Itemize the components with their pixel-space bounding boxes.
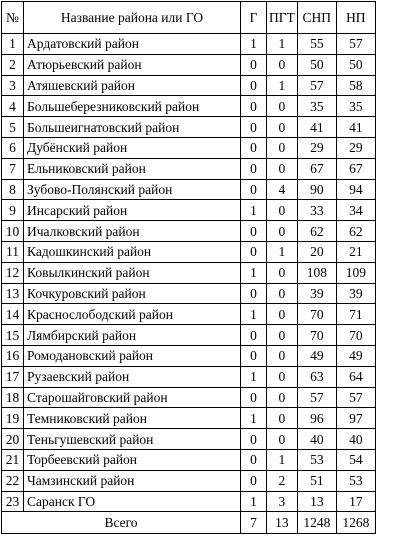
urban-settlements-count: 0 — [267, 283, 298, 304]
urban-settlements-count: 1 — [267, 75, 298, 96]
cities-count: 0 — [241, 221, 267, 242]
header-row — [2, 2, 376, 34]
row-number: 7 — [2, 158, 24, 179]
table-row — [2, 429, 376, 450]
row-number: 15 — [2, 325, 24, 346]
rural-settlements-count: 55 — [297, 34, 336, 55]
district-name: Атяшевский район — [24, 75, 241, 96]
table-row — [2, 241, 376, 262]
row-number: 20 — [2, 429, 24, 450]
cities-count: 0 — [241, 117, 267, 138]
settlements-total-count: 54 — [336, 449, 375, 470]
table-row — [2, 221, 376, 242]
cities-count: 0 — [241, 387, 267, 408]
table-row — [2, 325, 376, 346]
district-name: Ельниковский район — [24, 158, 241, 179]
district-name: Ичалковский район — [24, 221, 241, 242]
district-name: Старошайговский район — [24, 387, 241, 408]
rural-settlements-count: 33 — [297, 200, 336, 221]
rural-settlements-count: 70 — [297, 325, 336, 346]
table-row — [2, 449, 376, 470]
urban-settlements-count: 0 — [267, 137, 298, 158]
urban-settlements-count: 0 — [267, 54, 298, 75]
district-name: Большеберезниковский район — [24, 96, 241, 117]
row-number: 2 — [2, 54, 24, 75]
urban-settlements-count: 1 — [267, 241, 298, 262]
table-row — [2, 158, 376, 179]
cities-count: 0 — [241, 54, 267, 75]
urban-settlements-count: 1 — [267, 449, 298, 470]
district-name: Кадошкинский район — [24, 241, 241, 262]
row-number: 17 — [2, 366, 24, 387]
urban-settlements-count: 0 — [267, 387, 298, 408]
header-cities: Г — [241, 2, 267, 34]
table-row — [2, 283, 376, 304]
district-name: Чамзинский район — [24, 470, 241, 491]
district-name: Рузаевский район — [24, 366, 241, 387]
rural-settlements-count: 62 — [297, 221, 336, 242]
row-number: 18 — [2, 387, 24, 408]
cities-count: 1 — [241, 262, 267, 283]
rural-settlements-count: 35 — [297, 96, 336, 117]
rural-settlements-count: 57 — [297, 75, 336, 96]
urban-settlements-count: 0 — [267, 325, 298, 346]
row-number: 8 — [2, 179, 24, 200]
total-row — [2, 512, 376, 534]
cities-count: 0 — [241, 470, 267, 491]
table-row — [2, 137, 376, 158]
cities-count: 0 — [241, 429, 267, 450]
rural-settlements-count: 40 — [297, 429, 336, 450]
cities-count: 0 — [241, 137, 267, 158]
settlements-total-count: 49 — [336, 345, 375, 366]
row-number: 6 — [2, 137, 24, 158]
rural-settlements-count: 39 — [297, 283, 336, 304]
row-number: 19 — [2, 408, 24, 429]
urban-settlements-count: 0 — [267, 221, 298, 242]
settlements-total-count: 57 — [336, 34, 375, 55]
settlements-total-count: 70 — [336, 325, 375, 346]
urban-settlements-count: 3 — [267, 491, 298, 512]
table-row — [2, 262, 376, 283]
urban-settlements-count: 0 — [267, 304, 298, 325]
urban-settlements-count: 0 — [267, 117, 298, 138]
urban-settlements-count: 0 — [267, 429, 298, 450]
cities-count: 1 — [241, 366, 267, 387]
rural-settlements-count: 57 — [297, 387, 336, 408]
cities-count: 0 — [241, 283, 267, 304]
table-row — [2, 345, 376, 366]
settlements-total-count: 64 — [336, 366, 375, 387]
table-row — [2, 366, 376, 387]
rural-settlements-count: 51 — [297, 470, 336, 491]
rural-settlements-count: 50 — [297, 54, 336, 75]
district-name: Торбеевский район — [24, 449, 241, 470]
settlements-total-count: 67 — [336, 158, 375, 179]
cities-count: 0 — [241, 449, 267, 470]
rural-settlements-count: 49 — [297, 345, 336, 366]
row-number: 5 — [2, 117, 24, 138]
districts-table-container — [1, 1, 376, 534]
table-row — [2, 491, 376, 512]
cities-count: 1 — [241, 34, 267, 55]
rural-settlements-count: 53 — [297, 449, 336, 470]
urban-settlements-count: 0 — [267, 200, 298, 221]
cities-count: 0 — [241, 325, 267, 346]
urban-settlements-count: 0 — [267, 262, 298, 283]
district-name: Инсарский район — [24, 200, 241, 221]
district-name: Ковылкинский район — [24, 262, 241, 283]
urban-settlements-count: 0 — [267, 96, 298, 117]
cities-count: 0 — [241, 75, 267, 96]
cities-count: 0 — [241, 158, 267, 179]
settlements-total-count: 21 — [336, 241, 375, 262]
table-row — [2, 34, 376, 55]
table-row — [2, 408, 376, 429]
row-number: 11 — [2, 241, 24, 262]
row-number: 22 — [2, 470, 24, 491]
rural-settlements-count: 20 — [297, 241, 336, 262]
row-number: 13 — [2, 283, 24, 304]
table-row — [2, 304, 376, 325]
header-settlements-total: НП — [336, 2, 375, 34]
rural-settlements-count: 108 — [297, 262, 336, 283]
table-row — [2, 179, 376, 200]
rural-settlements-count: 63 — [297, 366, 336, 387]
settlements-total-count: 71 — [336, 304, 375, 325]
cities-count: 1 — [241, 200, 267, 221]
settlements-total-count: 39 — [336, 283, 375, 304]
rural-settlements-count: 41 — [297, 117, 336, 138]
table-row — [2, 470, 376, 491]
rural-settlements-count: 13 — [297, 491, 336, 512]
district-name: Зубово-Полянский район — [24, 179, 241, 200]
settlements-total-count: 109 — [336, 262, 375, 283]
cities-count: 0 — [241, 241, 267, 262]
settlements-total-count: 41 — [336, 117, 375, 138]
urban-settlements-count: 0 — [267, 345, 298, 366]
row-number: 9 — [2, 200, 24, 221]
rural-settlements-count: 67 — [297, 158, 336, 179]
row-number: 3 — [2, 75, 24, 96]
table-row — [2, 387, 376, 408]
total-settlements: 1268 — [336, 512, 375, 534]
table-row — [2, 117, 376, 138]
district-name: Дубёнский район — [24, 137, 241, 158]
settlements-total-count: 34 — [336, 200, 375, 221]
table-footer — [2, 512, 376, 534]
settlements-total-count: 57 — [336, 387, 375, 408]
rural-settlements-count: 96 — [297, 408, 336, 429]
urban-settlements-count: 4 — [267, 179, 298, 200]
settlements-total-count: 29 — [336, 137, 375, 158]
table-row — [2, 200, 376, 221]
settlements-total-count: 97 — [336, 408, 375, 429]
district-name: Темниковский район — [24, 408, 241, 429]
district-name: Атюрьевский район — [24, 54, 241, 75]
urban-settlements-count: 1 — [267, 34, 298, 55]
rural-settlements-count: 29 — [297, 137, 336, 158]
district-name: Теньгушевский район — [24, 429, 241, 450]
row-number: 10 — [2, 221, 24, 242]
district-name: Лямбирский район — [24, 325, 241, 346]
row-number: 14 — [2, 304, 24, 325]
urban-settlements-count: 0 — [267, 366, 298, 387]
cities-count: 0 — [241, 345, 267, 366]
rural-settlements-count: 70 — [297, 304, 336, 325]
district-name: Ромодановский район — [24, 345, 241, 366]
district-name: Кочкуровский район — [24, 283, 241, 304]
header-district-name: Название района или ГО — [24, 2, 241, 34]
header-rural-settlements: СНП — [297, 2, 336, 34]
cities-count: 1 — [241, 408, 267, 429]
urban-settlements-count: 2 — [267, 470, 298, 491]
cities-count: 1 — [241, 491, 267, 512]
district-name: Большеигнатовский район — [24, 117, 241, 138]
row-number: 16 — [2, 345, 24, 366]
settlements-total-count: 58 — [336, 75, 375, 96]
urban-settlements-count: 0 — [267, 158, 298, 179]
header-urban-settlements: ПГТ — [267, 2, 298, 34]
urban-settlements-count: 0 — [267, 408, 298, 429]
total-rural-settlements: 1248 — [297, 512, 336, 534]
row-number: 21 — [2, 449, 24, 470]
cities-count: 0 — [241, 96, 267, 117]
settlements-total-count: 53 — [336, 470, 375, 491]
district-name: Саранск ГО — [24, 491, 241, 512]
settlements-total-count: 40 — [336, 429, 375, 450]
districts-table — [1, 1, 376, 534]
table-row — [2, 54, 376, 75]
settlements-total-count: 62 — [336, 221, 375, 242]
total-cities: 7 — [241, 512, 267, 534]
settlements-total-count: 94 — [336, 179, 375, 200]
rural-settlements-count: 90 — [297, 179, 336, 200]
settlements-total-count: 17 — [336, 491, 375, 512]
row-number: 1 — [2, 34, 24, 55]
table-row — [2, 96, 376, 117]
district-name: Ардатовский район — [24, 34, 241, 55]
row-number: 12 — [2, 262, 24, 283]
settlements-total-count: 35 — [336, 96, 375, 117]
district-name: Краснослободский район — [24, 304, 241, 325]
cities-count: 1 — [241, 304, 267, 325]
header-number: № — [2, 2, 24, 34]
row-number: 4 — [2, 96, 24, 117]
total-urban-settlements: 13 — [267, 512, 298, 534]
table-body — [2, 34, 376, 512]
table-header — [2, 2, 376, 34]
table-row — [2, 75, 376, 96]
settlements-total-count: 50 — [336, 54, 375, 75]
total-label: Всего — [2, 512, 241, 534]
row-number: 23 — [2, 491, 24, 512]
cities-count: 0 — [241, 179, 267, 200]
